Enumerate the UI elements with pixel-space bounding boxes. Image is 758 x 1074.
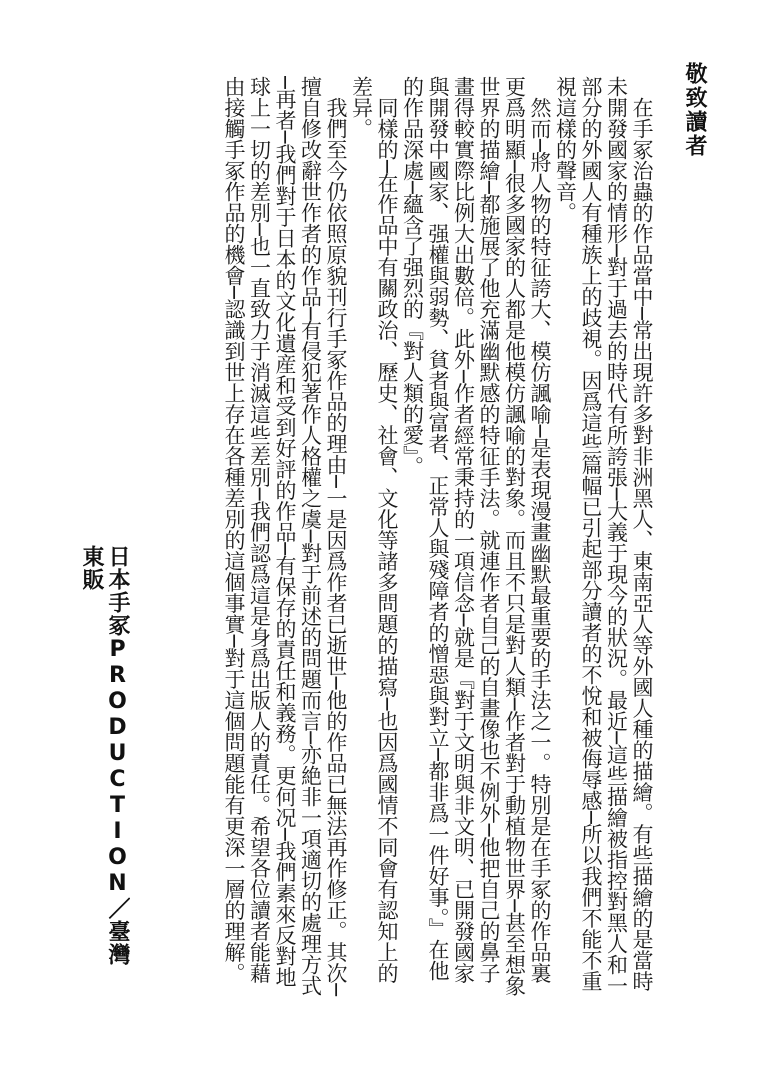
notice-paragraph-3: 同樣的─在作品中有關政治、歷史、社會、文化等諸多問題的描寫─也因爲國情不同會有認知上的差异。 — [349, 76, 399, 984]
notice-paragraph-1: 在手冢治蟲的作品當中─常出現許多對非洲黑人、東南亞人等外國人種的描繪。有些描繪的是當時未開發國家的情形─對于過去的時代有所誇張─大義于現今的狀況。最近─這些描繪被指控對黑人和一部分的外國人有種族上的歧視。因爲這些篇幅已引起部分讀者的不悅和被侮辱感─所以我們不能不重視這樣的聲音。 — [553, 76, 654, 996]
page-title: 敬致讀者 — [682, 62, 707, 158]
notice-paragraph-2: 然而─將人物的特征誇大、模仿諷喻─是表現漫畫幽默最重要的手法之一。特別是在手冢的作品裏更爲明顯─很多國家的人都是他模仿諷喻的對象。而且不只是對人類─作者對于動植物世界─甚至想象世界的描繪─都施展了他充滿幽默感的特征手法。就連作者自己的自畫像也不例外─他把自己的鼻子畫得較實際比例大出數倍。此外─作者經常秉持的一項信念─就是『對于文明與非文明、已開發國家與開發中國家、强權與弱勢、貧者與富者、正常人與殘障者的憎惡與對立─都非爲一件好事。』在他的作品深處─蘊含了强烈的『對人類的愛』。 — [400, 76, 552, 996]
notice-body — [134, 76, 654, 1002]
notice-paragraph-4: 我們至今仍依照原貌刊行手冢作品的理由─一是因爲作者已逝世─他的作品已無法再作修正。其次─擅自修改辭世作者的作品─有侵犯著作人格權之虞─對于前述的問題而言─亦絶非一項適切的處理方式─再者─我們對于日本的文化遺産和受到好評的作品─有保存的責任和義務。更何况─我們素來反對地球上一切的差別─也一直致力于消滅這些差別─我們認爲這是身爲出版人的責任。希望各位讀者能藉由接觸手冢作品的機會─認識到世上存在各種差別的這個事實─對于這個問題能有更深一層的理解。 — [222, 76, 348, 996]
publisher-credit: 日本手冢PRODUCTION／臺灣東販 — [79, 545, 130, 966]
